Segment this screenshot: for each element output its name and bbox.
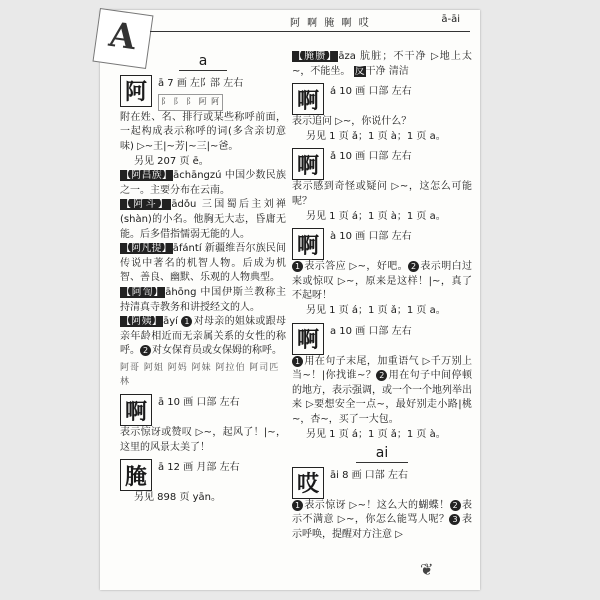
definition: 表示感到奇怪或疑问 ▷~，这怎么可能呢？ xyxy=(292,181,472,207)
definition: 1 表示答应 ▷~，好吧。 2 表示明白过来或惊叹 ▷~，原来是这样！|~，真了不起呀！ xyxy=(292,261,473,302)
header-rule xyxy=(150,31,470,32)
headword-info: ā 12 画 月部 左右 xyxy=(158,462,240,474)
left-column xyxy=(120,50,286,506)
cross-reference: 另见 1 页 á；1 页 à；1 页 a。 xyxy=(306,210,446,222)
headword-a4 xyxy=(292,83,472,115)
headword-char: 啊 xyxy=(292,148,324,180)
cross-reference: 另见 1 页 á；1 页 ǎ；1 页 à。 xyxy=(306,428,446,440)
headword-char: 腌 xyxy=(120,459,152,491)
sense-number: 2 xyxy=(140,345,151,356)
header-pinyin: ā-āi xyxy=(441,14,460,25)
headword-a6 xyxy=(292,228,472,260)
cross-reference: 另见 898 页 yān。 xyxy=(134,492,222,504)
stroke-order: 阝 阝 阝 阿 阿 xyxy=(158,94,223,111)
compound-entry: 【阿斗】ādǒu 三国蜀后主刘禅(shàn)的小名。他胸无大志，昏庸无能。后多借指懦弱无能的人。 xyxy=(120,199,286,240)
cross-reference: 另见 207 页 ē。 xyxy=(134,155,209,167)
section-tab-letter: A xyxy=(106,14,139,59)
compound-entry: 【阿訇】āhōng 中国伊斯兰教称主持清真寺教务和讲授经文的人。 xyxy=(120,286,287,313)
definition: 1 用在句子末尾，加重语气 ▷千万别上当~！|你找谁~？ 2 用在句子中间停顿的地方，表示强调，或一个一个地列举出来 ▷要想安全一点~，最好别走小路|桃~，杏~，买了一大包。 xyxy=(292,355,472,425)
compound-entry: 【阿昌族】āchāngzú 中国少数民族之一。主要分布在云南。 xyxy=(120,170,287,196)
compound-entry: 【阿姨】āyí 1 对母亲的姐妹或跟母亲年龄相近而无亲属关系的女性的称呼。 2 对女保育员或女保姆的称呼。 xyxy=(120,316,286,357)
compound-term: 【阿昌族】 xyxy=(121,170,173,182)
sense-number: 3 xyxy=(449,514,460,525)
compound-term: 【腌臜】 xyxy=(293,51,338,62)
headword-ai xyxy=(292,467,472,499)
header-chars: 阿 啊 腌 啊 哎 xyxy=(290,18,371,29)
sense-number: 2 xyxy=(450,500,461,511)
cross-reference: 另见 1 页 á；1 页 ǎ；1 页 a。 xyxy=(306,304,446,316)
compound-entry: 【腌臜】āza 肮脏；不干净 ▷地上太~，不能坐。 反干净 清洁 xyxy=(292,51,472,77)
definition: 1 表示惊讶 ▷~！这么大的蝴蝶！ 2 表示不满意 ▷~，你怎么能骂人呢？ 3 表示呼唤，提醒对方注意 ▷ xyxy=(292,499,473,540)
related-words: 阿哥 阿姐 阿妈 阿妹 阿拉伯 阿司匹林 xyxy=(120,362,280,388)
headword-a5 xyxy=(292,148,472,180)
mascot-icon: ❦ xyxy=(420,560,434,579)
sense-number: 2 xyxy=(376,370,387,381)
sense-number: 1 xyxy=(292,500,303,511)
headword-char: 啊 xyxy=(292,323,324,355)
headword-a3 xyxy=(120,459,286,491)
headword-info: āi 8 画 口部 左右 xyxy=(330,469,408,481)
right-column xyxy=(292,50,472,542)
headword-info: a 10 画 口部 左右 xyxy=(330,325,412,337)
section-heading-ai: ai xyxy=(292,446,472,463)
compound-term: 【阿斗】 xyxy=(121,199,171,211)
sense-number: 1 xyxy=(181,316,192,327)
headword-char: 阿 xyxy=(120,75,152,107)
cross-reference: 另见 1 页 ǎ；1 页 à；1 页 a。 xyxy=(306,130,446,142)
headword-char: 啊 xyxy=(292,228,324,260)
compound-term: 【阿訇】 xyxy=(121,286,165,298)
headword-info: à 10 画 口部 左右 xyxy=(330,231,412,243)
headword-info: ā 7 画 左阝部 左右 xyxy=(158,77,244,89)
headword-char: 啊 xyxy=(120,394,152,426)
headword-info: á 10 画 口部 左右 xyxy=(330,86,412,98)
compound-entry: 【阿凡提】āfántí 新疆维吾尔族民间传说中著名的机智人物。后成为机智、善良、幽默、乐观的人物典型。 xyxy=(120,243,287,284)
headword-a7 xyxy=(292,323,472,355)
compound-term: 【阿凡提】 xyxy=(121,243,172,255)
definition: 表示惊讶或赞叹 ▷~，起风了！|~，这里的风景太美了！ xyxy=(120,427,286,453)
antonym-tag: 反 xyxy=(354,65,365,77)
compound-term: 【阿姨】 xyxy=(121,316,163,328)
definition: 表示追问 ▷~，你说什么？ xyxy=(292,116,412,128)
headword-info: ǎ 10 画 口部 左右 xyxy=(330,151,412,163)
headword-a2 xyxy=(120,394,286,426)
sense-number: 1 xyxy=(292,356,303,367)
headword-char: 哎 xyxy=(292,467,324,499)
headword-char: 啊 xyxy=(292,83,324,115)
headword-a1 xyxy=(120,75,286,111)
headword-info: ā 10 画 口部 左右 xyxy=(158,397,240,409)
section-heading-a: a xyxy=(120,54,286,71)
page-header xyxy=(170,14,460,30)
definition: 附在姓、名、排行或某些称呼前面，一起构成表示称呼的词(多含亲切意味) ▷~王|~芳|~三|~爸。 xyxy=(120,111,286,152)
sense-number: 1 xyxy=(292,261,303,272)
sense-number: 2 xyxy=(408,261,419,272)
